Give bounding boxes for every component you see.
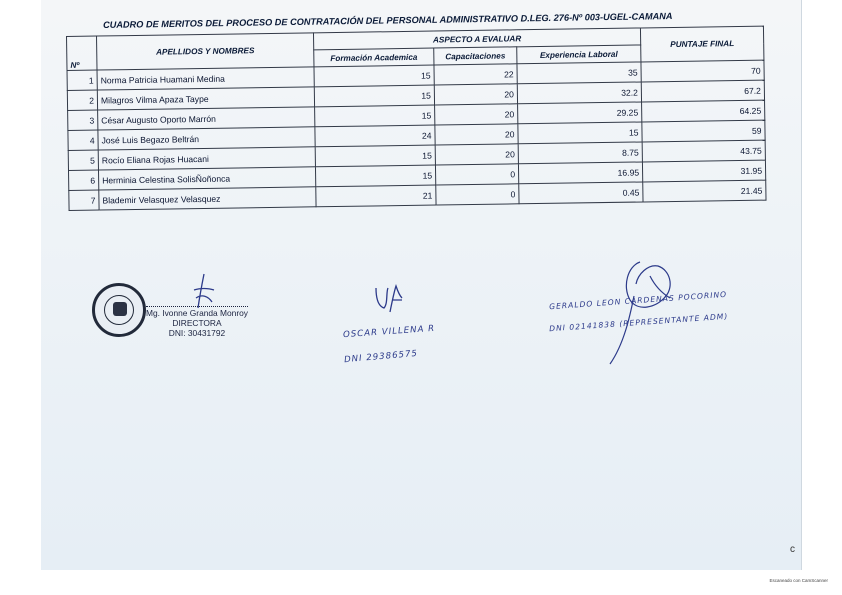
cell-experiencia: 29.25 [518, 102, 642, 124]
cell-capacitaciones: 20 [434, 84, 517, 105]
director-signature-block [146, 306, 248, 338]
cell-experiencia: 16.95 [518, 162, 642, 184]
cell-num: 1 [67, 70, 97, 90]
cell-num: 7 [69, 190, 99, 210]
cell-name: José Luis Begazo Beltrán [98, 127, 315, 150]
cell-formacion: 15 [315, 165, 435, 187]
director-dni: DNI: 30431792 [168, 328, 226, 338]
cell-formacion: 15 [315, 145, 435, 167]
director-role: DIRECTORA [172, 318, 222, 328]
cell-experiencia: 8.75 [518, 142, 642, 164]
header-final-score: PUNTAJE FINAL [640, 26, 763, 62]
cell-puntaje: 31.95 [642, 160, 765, 182]
cell-capacitaciones: 20 [435, 144, 518, 165]
third-signer-line1: GERALDO LEON CARDENAS POCORINO [548, 289, 728, 312]
header-num: Nº [67, 36, 98, 70]
cell-capacitaciones: 0 [435, 164, 518, 185]
merit-table [66, 26, 767, 211]
cell-capacitaciones: 22 [434, 64, 517, 85]
header-name: APELLIDOS Y NOMBRES [97, 33, 314, 70]
cell-capacitaciones: 0 [436, 184, 519, 205]
header-experiencia: Experiencia Laboral [517, 45, 641, 64]
cell-puntaje: 59 [642, 120, 765, 142]
cell-puntaje: 43.75 [642, 140, 765, 162]
cell-experiencia: 15 [518, 122, 642, 144]
cell-num: 4 [68, 130, 98, 150]
cell-name: César Augusto Oporto Marrón [98, 107, 315, 130]
cell-name: Norma Patricia Huamani Medina [97, 67, 314, 90]
cell-experiencia: 0.45 [519, 182, 643, 204]
cell-formacion: 24 [315, 125, 435, 147]
cell-name: Rocío Eliana Rojas Huacani [98, 147, 315, 170]
cell-experiencia: 35 [517, 62, 641, 84]
third-signer-line2: DNI 02141838 (REPRESENTANTE ADM) [548, 311, 729, 334]
cell-num: 5 [68, 150, 98, 170]
third-signature [600, 256, 690, 368]
cell-puntaje: 21.45 [643, 180, 766, 202]
cell-num: 6 [68, 170, 98, 190]
cell-name: Blademir Velasquez Velasquez [99, 187, 316, 210]
second-signer-dni: DNI 29386575 [343, 348, 419, 366]
header-aspect-group: ASPECTO A EVALUAR [313, 28, 640, 50]
header-capacitaciones: Capacitaciones [434, 47, 517, 65]
cell-formacion: 15 [314, 65, 434, 87]
edge-mark: c [790, 544, 795, 555]
second-signer-name: OSCAR VILLENA R [342, 323, 436, 341]
cell-formacion: 15 [314, 85, 434, 107]
second-signature [372, 282, 406, 316]
document-title: CUADRO DE MERITOS DEL PROCESO DE CONTRATACIÓN DEL PERSONAL ADMINISTRATIVO D.LEG. 276-Nº 003-UGEL-CAMANA [103, 11, 673, 30]
official-stamp [92, 283, 146, 337]
cell-name: Herminia Celestina SolisÑoñonca [98, 167, 315, 190]
cell-capacitaciones: 20 [435, 124, 518, 145]
cell-puntaje: 64.25 [642, 100, 765, 122]
merit-table-wrapper [66, 26, 767, 211]
cell-experiencia: 32.2 [517, 82, 641, 104]
scanner-watermark: Escaneado con CamScanner [769, 578, 828, 583]
stamp-emblem-icon [113, 302, 127, 316]
cell-formacion: 15 [315, 105, 435, 127]
cell-puntaje: 70 [641, 60, 764, 82]
cell-puntaje: 67.2 [641, 80, 764, 102]
director-name: Mg. Ivonne Granda Monroy [146, 308, 248, 318]
cell-formacion: 21 [316, 185, 436, 207]
header-formacion: Formación Academica [314, 48, 434, 67]
cell-name: Milagros Vilma Apaza Taype [97, 87, 314, 110]
cell-capacitaciones: 20 [435, 104, 518, 125]
cell-num: 3 [68, 110, 98, 130]
cell-num: 2 [67, 90, 97, 110]
